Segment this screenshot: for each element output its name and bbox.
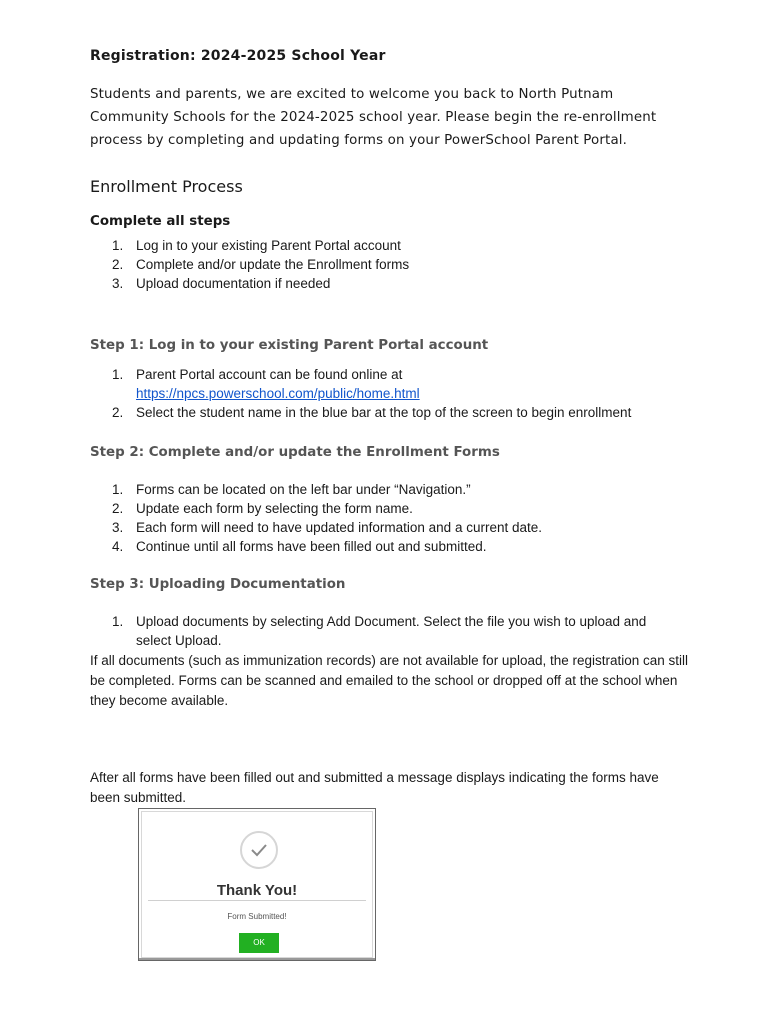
step2-heading: Step 2: Complete and/or update the Enrollment Forms — [90, 445, 500, 460]
list-item: 2. Update each form by selecting the form name. — [112, 501, 413, 516]
ok-button[interactable]: OK — [239, 933, 279, 953]
document-title: Registration: 2024-2025 School Year — [90, 48, 386, 64]
divider — [139, 958, 375, 960]
section-title: Enrollment Process — [90, 177, 243, 196]
step1-list — [90, 365, 631, 422]
list-item: 2. Complete and/or update the Enrollment forms — [112, 257, 410, 272]
screenshot-frame — [141, 811, 373, 958]
divider — [148, 900, 366, 901]
list-item: 1. Upload documents by selecting Add Document. Select the file you wish to upload and select Upload. — [112, 614, 647, 648]
step3-list — [90, 612, 646, 650]
step2-list — [90, 480, 542, 556]
portal-link[interactable]: https://npcs.powerschool.com/public/home.html — [136, 386, 420, 401]
list-item: 3. Each form will need to have updated information and a current date. — [112, 520, 542, 535]
list-item: 1. Forms can be located on the left bar under “Navigation.” — [112, 482, 471, 497]
intro-paragraph: Students and parents, we are excited to welcome you back to North Putnam Community Schools for the 2024-2025 school year. Please begin the re-enrollment process by completing and updating forms on your PowerSchool Parent Portal. — [90, 87, 657, 148]
list-item: 4. Continue until all forms have been filled out and submitted. — [112, 539, 487, 554]
step3-heading: Step 3: Uploading Documentation — [90, 577, 346, 592]
confirmation-screenshot — [138, 808, 376, 961]
checkmark-icon — [240, 831, 278, 869]
thank-you-heading: Thank You! — [216, 882, 298, 899]
list-item: 3. Upload documentation if needed — [112, 276, 331, 291]
upload-note: If all documents (such as immunization records) are not available for upload, the registration can still be completed. Forms can be scanned and emailed to the school or dropped off at the school when they become available. — [90, 653, 689, 708]
list-item: 1. Log in to your existing Parent Portal account — [112, 238, 401, 253]
overview-list — [90, 236, 409, 293]
overview-heading: Complete all steps — [90, 214, 231, 229]
step1-heading: Step 1: Log in to your existing Parent Portal account — [90, 338, 489, 353]
list-item: 1. Parent Portal account can be found online at https://npcs.powerschool.com/public/home.html — [112, 367, 420, 401]
list-item: 2. Select the student name in the blue bar at the top of the screen to begin enrollment — [112, 405, 632, 420]
closing-paragraph: After all forms have been filled out and submitted a message displays indicating the forms have been submitted. — [90, 770, 659, 805]
form-submitted-message: Form Submitted! — [227, 912, 287, 921]
